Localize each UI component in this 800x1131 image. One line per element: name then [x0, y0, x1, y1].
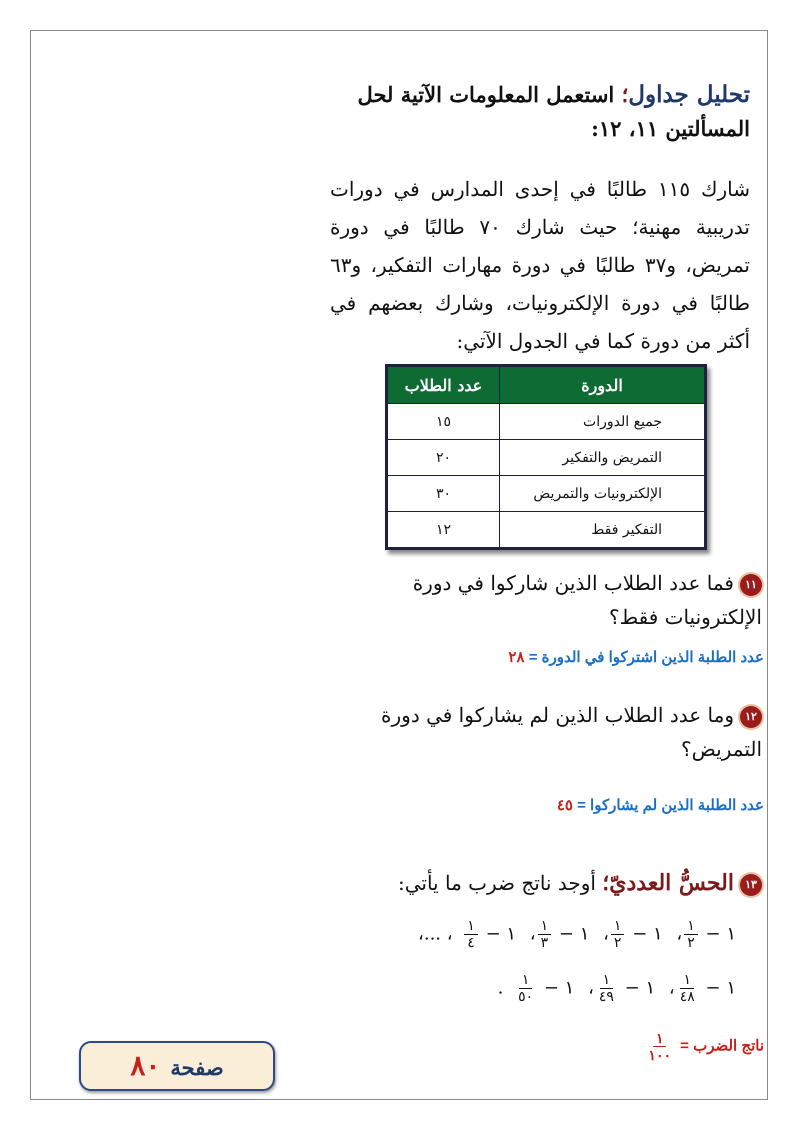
question-12-text: وما عدد الطلاب الذين لم يشاركوا في دورة التمريض؟ — [381, 703, 762, 761]
math-term: ١ − $\frac{١}{٢}$ ، — [676, 918, 736, 951]
answer-12-value: ٤٥ — [556, 797, 573, 814]
fraction: $\frac{١}{٢}$ — [611, 918, 625, 951]
cell-count: ١٥ — [388, 404, 500, 440]
answer-12 — [557, 796, 764, 814]
cell-count: ٣٠ — [388, 476, 500, 512]
math-term: ١ − $\frac{١}{٣}$ ، — [529, 918, 590, 951]
math-term: ١ − $\frac{١}{٤٩}$ ، — [588, 972, 656, 1005]
math-term: ١ − $\frac{١}{٤}$ — [462, 918, 516, 951]
math-term: ١ − $\frac{١}{٤٨}$ ، — [668, 972, 736, 1005]
fraction: $\frac{١}{٢}$ — [684, 918, 698, 951]
heading-label: تحليل جداول — [628, 81, 750, 108]
table-row — [388, 512, 705, 548]
question-number-badge: ١٢ — [740, 706, 762, 728]
table-header-row — [388, 367, 705, 404]
heading-separator: ؛ — [621, 82, 629, 107]
problem-paragraph: شارك ١١٥ طالبًا في إحدى المدارس في دورات تدريبية مهنية؛ حيث شارك ٧٠ طالبًا في دورة تمريض، و٣٧ طالبًا في دورة مهارات التفكير، و٦٣ طالبًا في دورة الإلكترونيات، وشارك بعضهم في أكثر من دورة كما في الجدول الآتي: — [330, 177, 751, 353]
question-number-badge: ١١ — [740, 574, 762, 596]
fraction: $\frac{١}{٥٠}$ — [518, 972, 534, 1005]
fraction: $\frac{١}{٣}$ — [538, 918, 552, 951]
question-11-text: فما عدد الطلاب الذين شاركوا في دورة الإلكترونيات فقط؟ — [412, 571, 762, 629]
cell-count: ١٢ — [388, 512, 500, 548]
cell-course: جميع الدورات — [500, 404, 705, 440]
math-term: ١ − $\frac{١}{٥٠}$ — [513, 972, 574, 1005]
result-label: ناتج الضرب = — [680, 1037, 764, 1055]
product-sequence-line2 — [498, 972, 740, 1005]
product-result — [643, 1030, 764, 1063]
answer-11-value: ٢٨ — [508, 649, 525, 666]
math-term: ١ − $\frac{١}{٢}$ ، — [603, 918, 663, 951]
answer-12-text: عدد الطلبة الذين لم يشاركوا = — [577, 797, 764, 814]
answer-11 — [508, 648, 764, 666]
table-row — [388, 476, 705, 512]
page-number-box — [79, 1041, 275, 1091]
question-11 — [332, 566, 762, 634]
fraction: $\frac{١}{٤٩}$ — [598, 972, 614, 1005]
question-13-separator: ؛ — [602, 870, 610, 896]
fraction: $\frac{١}{٤}$ — [464, 918, 478, 951]
result-fraction: $\frac{١}{١٠٠}$ — [648, 1030, 671, 1063]
cell-count: ٢٠ — [388, 440, 500, 476]
question-13-label: الحسُّ العدديّ — [609, 870, 734, 896]
courses-table — [385, 364, 707, 550]
table-row — [388, 404, 705, 440]
cell-course: التمريض والتفكير — [500, 440, 705, 476]
answer-11-text: عدد الطلبة الذين اشتركوا في الدورة = — [528, 649, 764, 666]
section-heading — [320, 78, 750, 146]
cell-course: الإلكترونيات والتمريض — [500, 476, 705, 512]
question-13 — [322, 866, 762, 900]
page-number: ٨٠ — [130, 1049, 161, 1082]
question-number-badge: ١٣ — [740, 874, 762, 896]
page-word: صفحة — [170, 1055, 224, 1080]
product-sequence-line1 — [418, 918, 740, 951]
heading-text-line1: استعمل المعلومات الآتية لحل — [357, 82, 615, 107]
question-12 — [332, 698, 762, 766]
heading-text-line2: المسألتين ١١، ١٢: — [591, 116, 750, 141]
header-count: عدد الطلاب — [388, 367, 500, 404]
math-end: . — [497, 977, 504, 999]
table-row — [388, 440, 705, 476]
fraction: $\frac{١}{٤٨}$ — [679, 972, 695, 1005]
question-13-text: أوجد ناتج ضرب ما يأتي: — [397, 871, 596, 895]
math-ellipsis: ، ...، — [418, 923, 453, 945]
cell-course: التفكير فقط — [500, 512, 705, 548]
header-course: الدورة — [500, 367, 705, 404]
